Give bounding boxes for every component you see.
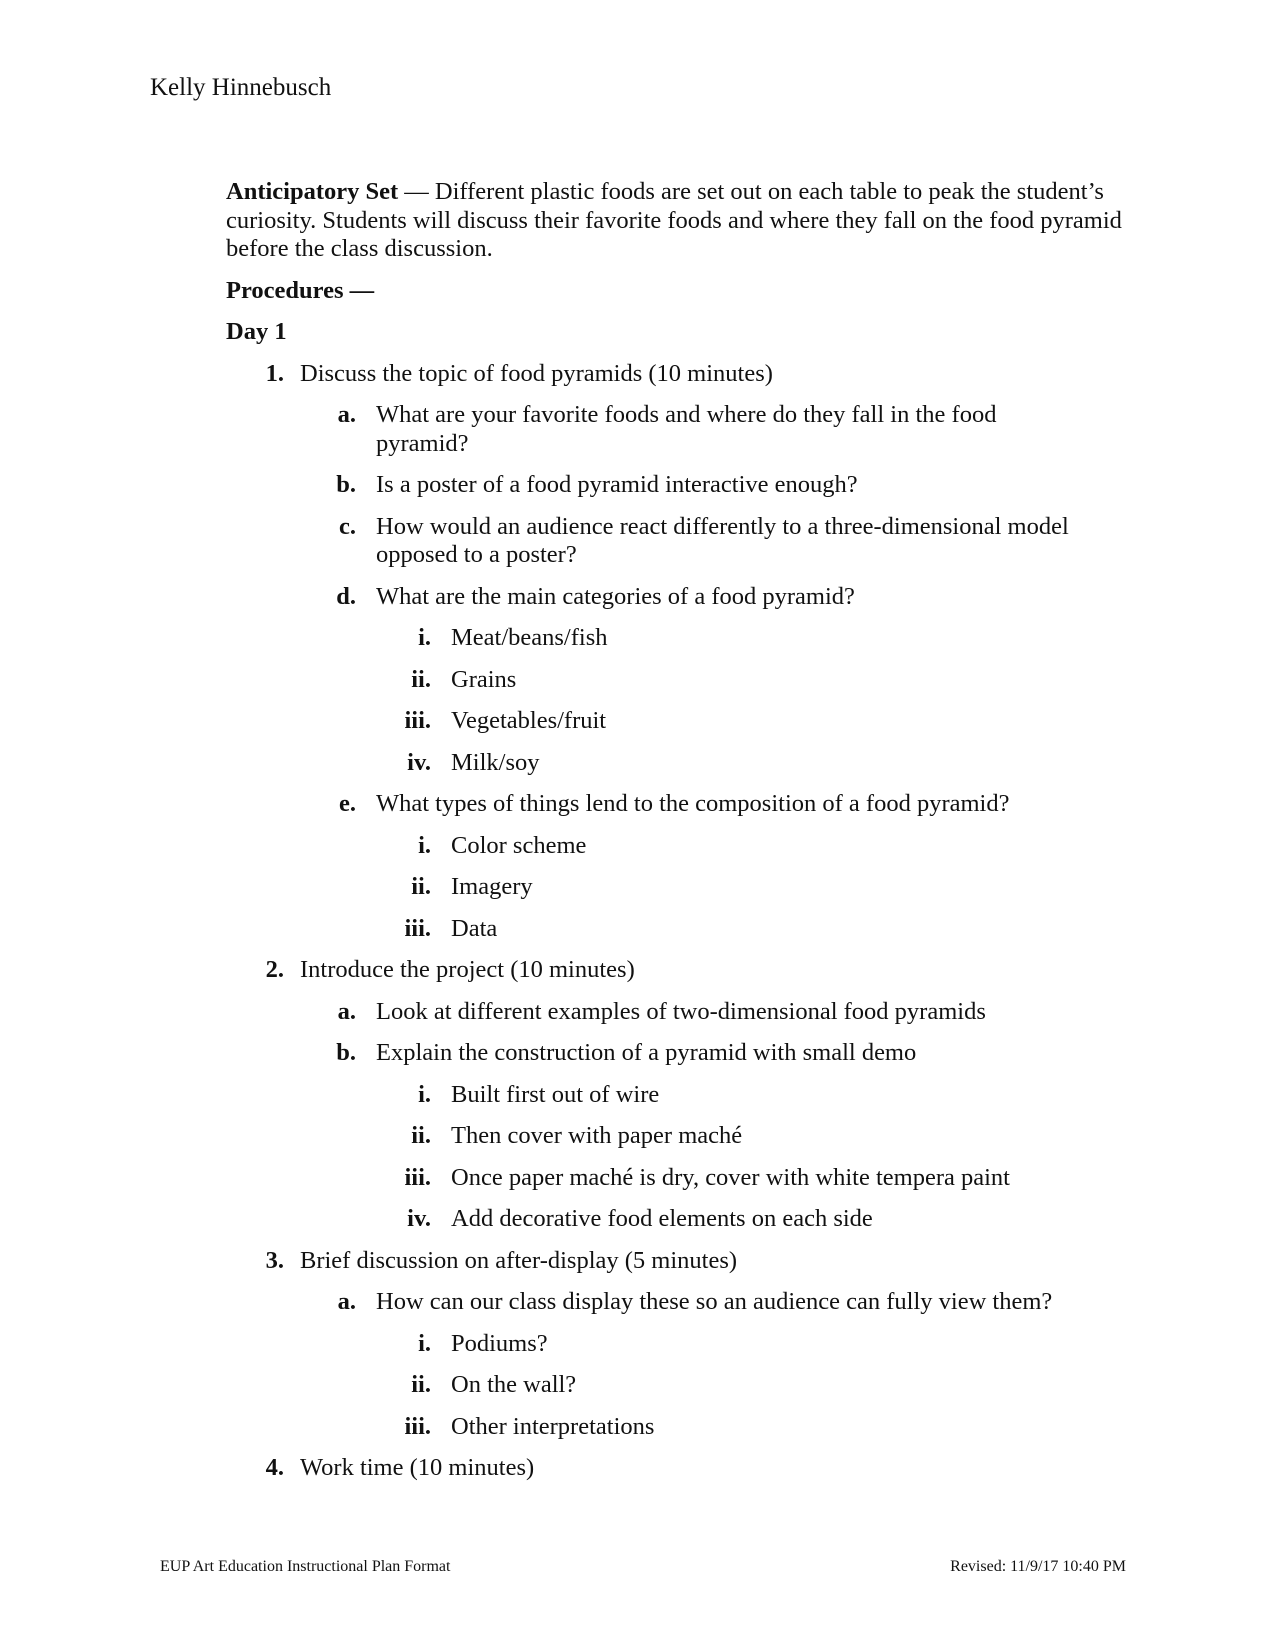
footer-revised: Revised: 11/9/17 10:40 PM bbox=[950, 1558, 1126, 1575]
list-item-text: What are your favorite foods and where do they fall in the food pyramid? bbox=[376, 401, 997, 457]
list-item-text: Vegetables/fruit bbox=[451, 707, 607, 734]
list-item-level-3 bbox=[226, 1371, 1146, 1400]
list-item-level-2 bbox=[226, 471, 1146, 500]
list-item-text: Imagery bbox=[451, 873, 533, 900]
list-item-level-2 bbox=[226, 513, 1146, 570]
list-item-level-2 bbox=[226, 998, 1146, 1027]
list-item-text: Explain the construction of a pyramid with small demo bbox=[376, 1039, 917, 1066]
list-item-text: Introduce the project (10 minutes) bbox=[300, 956, 635, 983]
list-item-number: iii. bbox=[404, 914, 431, 942]
list-item-level-3 bbox=[226, 666, 1146, 695]
procedures-label: Procedures — bbox=[226, 276, 375, 304]
list-item-text: Grains bbox=[451, 665, 517, 693]
list-item-number: d. bbox=[336, 582, 356, 610]
anticipatory-set bbox=[226, 178, 1146, 264]
list-item-level-2 bbox=[226, 1288, 1146, 1317]
list-item-level-2 bbox=[226, 1039, 1146, 1068]
list-item-number: i. bbox=[418, 1329, 431, 1357]
list-item-text: Work time (10 minutes) bbox=[300, 1454, 535, 1481]
list-item-level-3 bbox=[226, 749, 1146, 778]
day-heading bbox=[226, 318, 1146, 347]
list-item-level-2 bbox=[226, 401, 1146, 458]
list-item-number: 3. bbox=[265, 1246, 284, 1274]
list-item-number: 4. bbox=[265, 1454, 284, 1481]
list-item-level-3 bbox=[226, 1330, 1146, 1359]
procedures-heading bbox=[226, 277, 1146, 306]
list-item-number: i. bbox=[418, 624, 431, 651]
anticipatory-set-text: — Different plastic foods are set out on each table to peak the student’s curiosity. Students will discuss their favorite foods and where they fall on the food pyramid before the class discussion. bbox=[226, 178, 1122, 262]
list-item-number: a. bbox=[337, 997, 356, 1025]
list-item-text: Add decorative food elements on each side bbox=[451, 1205, 873, 1232]
list-item-text: Meat/beans/fish bbox=[451, 624, 608, 651]
list-item-text: On the wall? bbox=[451, 1371, 577, 1398]
list-item-number: e. bbox=[339, 790, 356, 817]
list-item-number: i. bbox=[418, 1080, 431, 1108]
list-item-level-3 bbox=[226, 1413, 1146, 1442]
list-item-text: Discuss the topic of food pyramids (10 minutes) bbox=[300, 359, 773, 387]
list-item-text: Milk/soy bbox=[451, 748, 540, 776]
list-item-level-2 bbox=[226, 583, 1146, 612]
list-item-level-2 bbox=[226, 790, 1146, 819]
list-item-number: ii. bbox=[411, 873, 431, 900]
list-item-text: Podiums? bbox=[451, 1329, 548, 1357]
list-item-text: Is a poster of a food pyramid interactive enough? bbox=[376, 471, 858, 498]
list-item-level-3 bbox=[226, 1081, 1146, 1110]
list-item-number: b. bbox=[336, 1039, 356, 1066]
list-item-level-1 bbox=[226, 956, 1146, 985]
list-item-text: Then cover with paper maché bbox=[451, 1122, 743, 1149]
day-label: Day 1 bbox=[226, 318, 287, 345]
list-item-text: Look at different examples of two-dimensional food pyramids bbox=[376, 997, 986, 1025]
list-item-number: c. bbox=[339, 512, 356, 540]
list-item-text: Once paper maché is dry, cover with white tempera paint bbox=[451, 1163, 1010, 1191]
list-item-number: iii. bbox=[404, 1163, 431, 1191]
list-item-level-1 bbox=[226, 1247, 1146, 1276]
list-item-text: How can our class display these so an audience can fully view them? bbox=[376, 1288, 1053, 1315]
footer-left: EUP Art Education Instructional Plan Format bbox=[160, 1558, 451, 1575]
list-item-text: What are the main categories of a food pyramid? bbox=[376, 582, 855, 610]
lesson-content bbox=[226, 178, 1146, 1483]
list-item-level-3 bbox=[226, 1122, 1146, 1151]
list-item-number: 2. bbox=[265, 956, 284, 983]
list-item-number: iv. bbox=[407, 1205, 431, 1232]
list-item-number: 1. bbox=[265, 359, 284, 387]
list-item-text: Built first out of wire bbox=[451, 1080, 660, 1108]
list-item-number: i. bbox=[418, 831, 431, 859]
list-item-text: How would an audience react differently to a three-dimensional model opposed to a poster? bbox=[376, 512, 1069, 568]
list-item-number: ii. bbox=[411, 1371, 431, 1398]
list-item-number: a. bbox=[337, 1288, 356, 1315]
anticipatory-set-label: Anticipatory Set bbox=[226, 178, 399, 205]
list-item-level-3 bbox=[226, 1164, 1146, 1193]
list-item-level-1 bbox=[226, 1454, 1146, 1483]
list-item-number: iv. bbox=[407, 748, 431, 776]
list-item-number: ii. bbox=[411, 665, 431, 693]
list-item-level-3 bbox=[226, 915, 1146, 944]
list-item-number: iii. bbox=[404, 707, 431, 734]
list-item-number: ii. bbox=[411, 1122, 431, 1149]
list-item-text: Brief discussion on after-display (5 minutes) bbox=[300, 1246, 738, 1274]
list-item-level-3 bbox=[226, 832, 1146, 861]
list-item-number: iii. bbox=[404, 1412, 431, 1440]
list-item-level-1 bbox=[226, 360, 1146, 389]
procedure-list bbox=[226, 360, 1146, 1483]
list-item-level-3 bbox=[226, 624, 1146, 653]
list-item-text: Color scheme bbox=[451, 831, 587, 859]
list-item-level-3 bbox=[226, 707, 1146, 736]
list-item-number: a. bbox=[337, 401, 356, 428]
list-item-number: b. bbox=[336, 471, 356, 498]
list-item-text: Other interpretations bbox=[451, 1412, 655, 1440]
list-item-level-3 bbox=[226, 1205, 1146, 1234]
list-item-text: Data bbox=[451, 914, 498, 942]
list-item-level-3 bbox=[226, 873, 1146, 902]
list-item-text: What types of things lend to the composition of a food pyramid? bbox=[376, 790, 1010, 817]
author-name: Kelly Hinnebusch bbox=[150, 74, 332, 101]
